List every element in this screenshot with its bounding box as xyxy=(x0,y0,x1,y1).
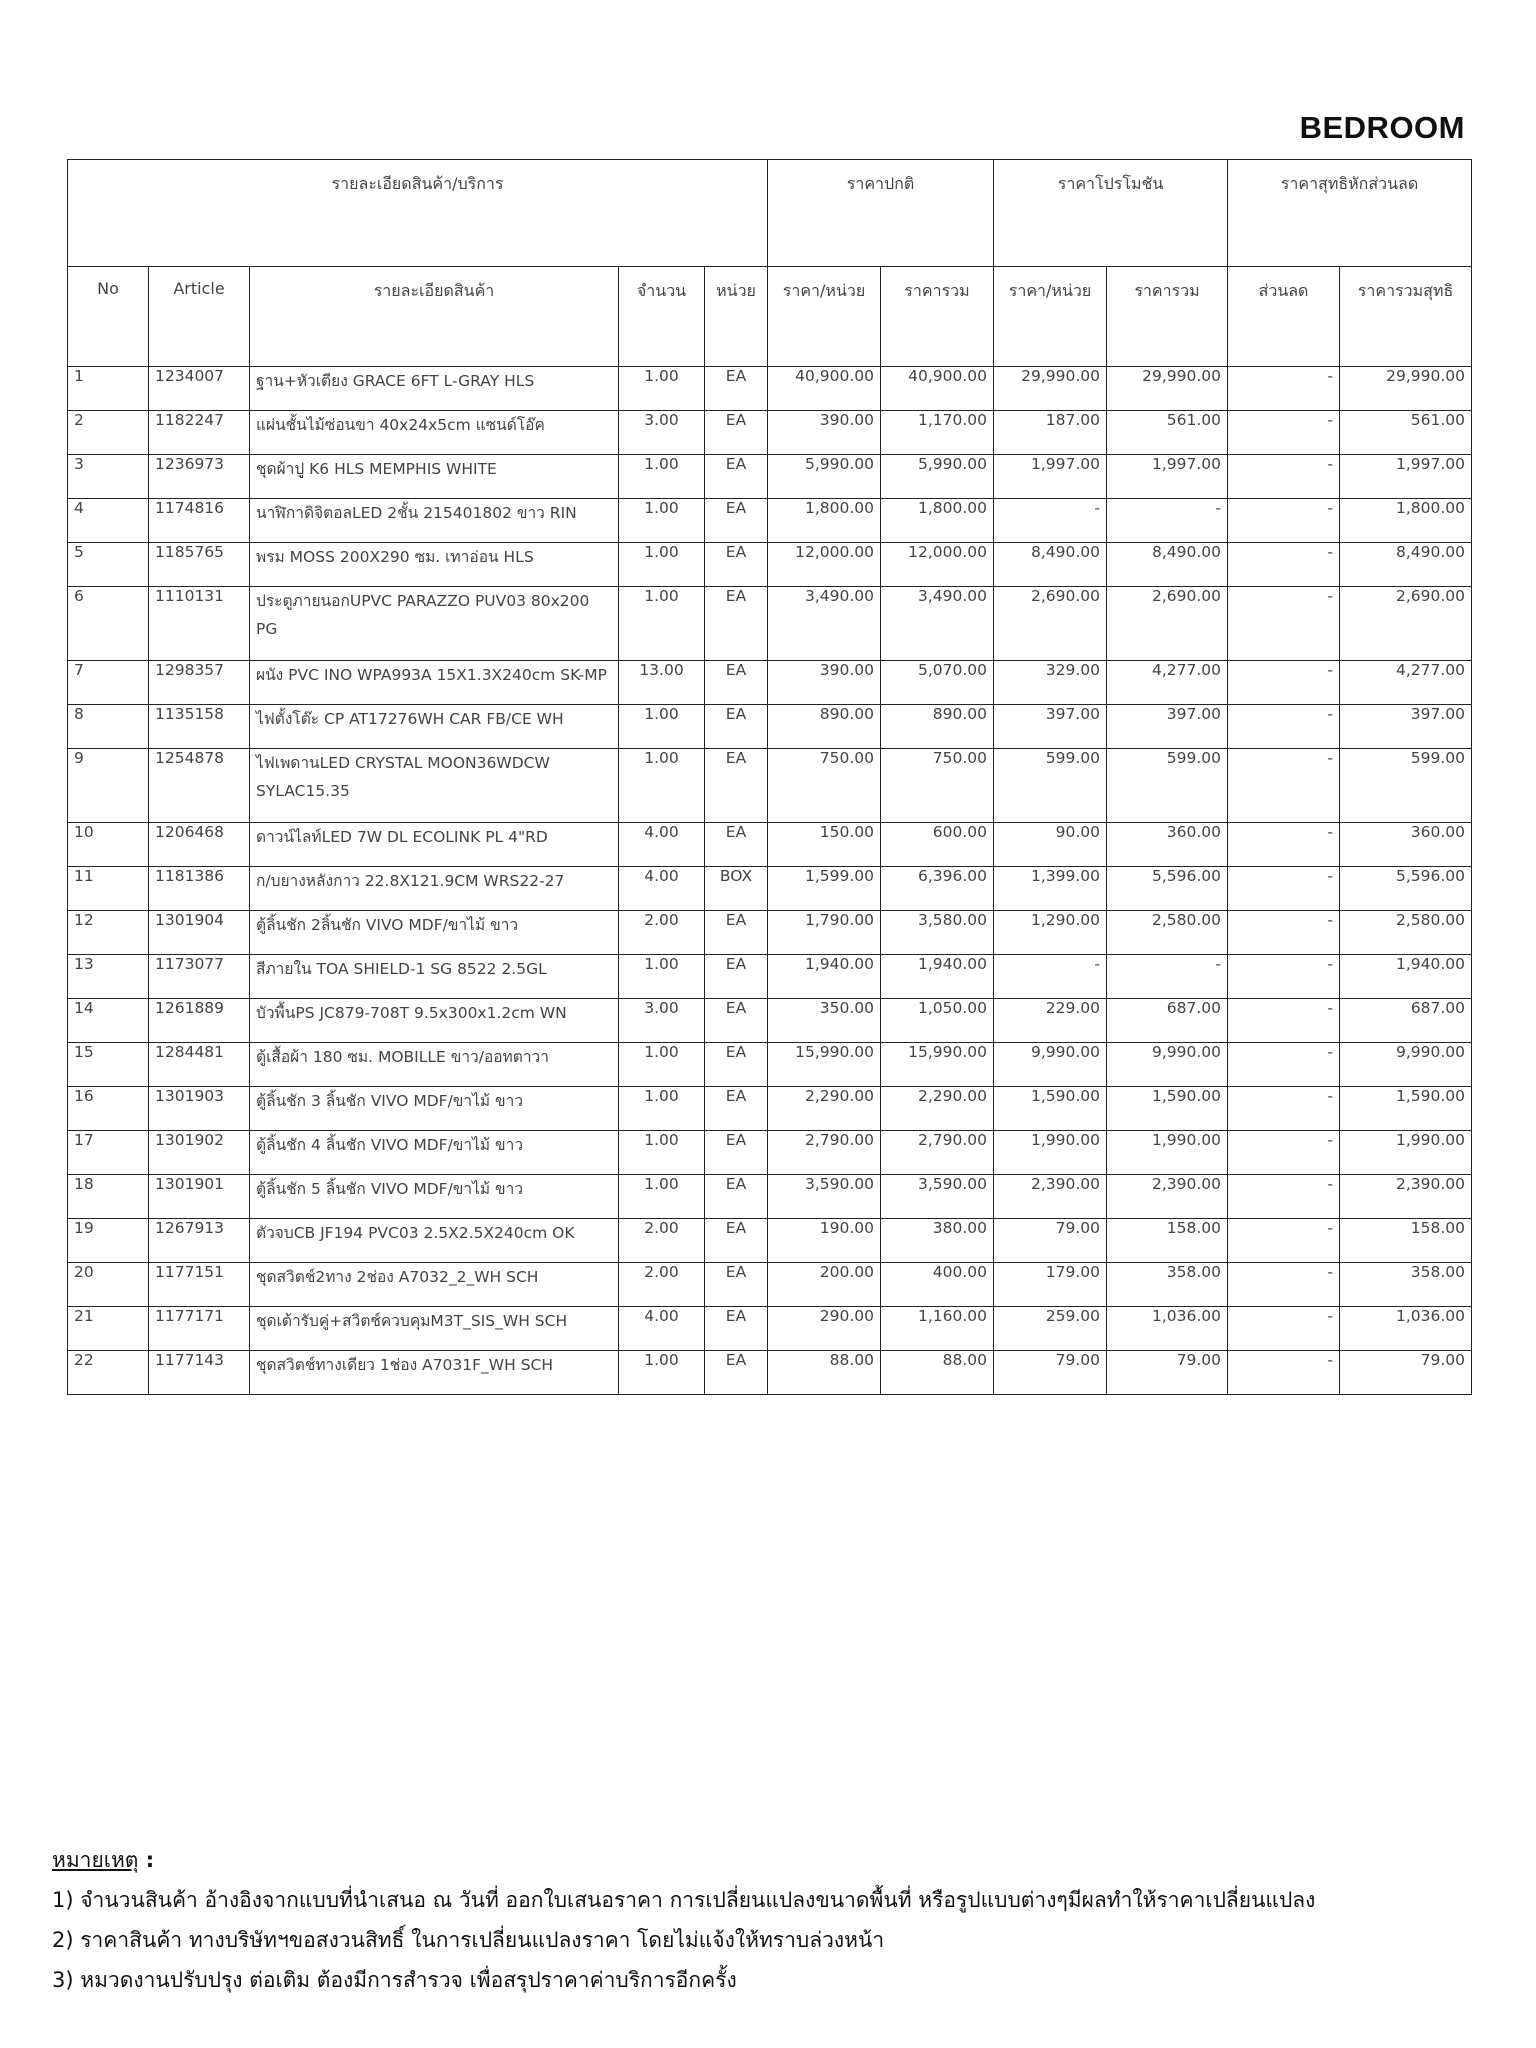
table-body xyxy=(68,367,1472,1395)
cell-article: 1177143 xyxy=(149,1351,250,1395)
cell-description: ก/บยางหลังกาว 22.8X121.9CM WRS22-27 xyxy=(250,867,619,911)
cell-article: 1174816 xyxy=(149,499,250,543)
cell-promo-total: 8,490.00 xyxy=(1107,543,1228,587)
cell-discount: - xyxy=(1228,1263,1340,1307)
cell-promo-unit-price: 79.00 xyxy=(994,1351,1107,1395)
table-row xyxy=(68,367,1472,411)
cell-no: 12 xyxy=(68,911,149,955)
cell-description: ชุดเต้ารับคู่+สวิตช์ควบคุมM3T_SIS_WH SCH xyxy=(250,1307,619,1351)
cell-net-total: 9,990.00 xyxy=(1340,1043,1472,1087)
cell-qty: 1.00 xyxy=(619,455,705,499)
cell-qty: 1.00 xyxy=(619,955,705,999)
cell-unit: EA xyxy=(705,911,768,955)
cell-discount: - xyxy=(1228,499,1340,543)
cell-promo-unit-price: 179.00 xyxy=(994,1263,1107,1307)
table-row xyxy=(68,1131,1472,1175)
cell-normal-unit-price: 290.00 xyxy=(768,1307,881,1351)
cell-article: 1236973 xyxy=(149,455,250,499)
cell-discount: - xyxy=(1228,1307,1340,1351)
cell-promo-total: 561.00 xyxy=(1107,411,1228,455)
cell-article: 1206468 xyxy=(149,823,250,867)
cell-no: 10 xyxy=(68,823,149,867)
cell-promo-total: 2,580.00 xyxy=(1107,911,1228,955)
cell-description: นาฬิกาดิจิตอลLED 2ชั้น 215401802 ขาว RIN xyxy=(250,499,619,543)
cell-net-total: 561.00 xyxy=(1340,411,1472,455)
cell-article: 1301901 xyxy=(149,1175,250,1219)
cell-promo-unit-price: 8,490.00 xyxy=(994,543,1107,587)
cell-normal-unit-price: 390.00 xyxy=(768,411,881,455)
cell-unit: EA xyxy=(705,1263,768,1307)
cell-description: ไฟตั้งโต๊ะ CP AT17276WH CAR FB/CE WH xyxy=(250,705,619,749)
cell-net-total: 397.00 xyxy=(1340,705,1472,749)
cell-normal-total: 40,900.00 xyxy=(881,367,994,411)
cell-discount: - xyxy=(1228,411,1340,455)
cell-discount: - xyxy=(1228,1131,1340,1175)
cell-promo-total: 1,036.00 xyxy=(1107,1307,1228,1351)
cell-qty: 4.00 xyxy=(619,823,705,867)
cell-normal-unit-price: 350.00 xyxy=(768,999,881,1043)
cell-promo-total: 9,990.00 xyxy=(1107,1043,1228,1087)
cell-no: 9 xyxy=(68,749,149,823)
cell-normal-total: 12,000.00 xyxy=(881,543,994,587)
cell-promo-total: 358.00 xyxy=(1107,1263,1228,1307)
cell-discount: - xyxy=(1228,455,1340,499)
cell-description: ตู้ลิ้นชัก 3 ลิ้นชัก VIVO MDF/ขาไม้ ขาว xyxy=(250,1087,619,1131)
col-header-promo-total: ราคารวม xyxy=(1107,267,1228,367)
table-row xyxy=(68,705,1472,749)
notes-heading xyxy=(52,1840,1315,1880)
cell-promo-unit-price: 187.00 xyxy=(994,411,1107,455)
cell-normal-total: 1,050.00 xyxy=(881,999,994,1043)
cell-qty: 2.00 xyxy=(619,1219,705,1263)
cell-no: 17 xyxy=(68,1131,149,1175)
cell-article: 1254878 xyxy=(149,749,250,823)
cell-normal-unit-price: 1,790.00 xyxy=(768,911,881,955)
cell-description: ฐาน+หัวเตียง GRACE 6FT L-GRAY HLS xyxy=(250,367,619,411)
cell-unit: EA xyxy=(705,1043,768,1087)
cell-normal-total: 890.00 xyxy=(881,705,994,749)
cell-promo-total: 1,590.00 xyxy=(1107,1087,1228,1131)
cell-article: 1267913 xyxy=(149,1219,250,1263)
cell-normal-total: 15,990.00 xyxy=(881,1043,994,1087)
table-row xyxy=(68,1307,1472,1351)
cell-promo-total: 29,990.00 xyxy=(1107,367,1228,411)
cell-unit: EA xyxy=(705,367,768,411)
column-header-row xyxy=(68,267,1472,367)
cell-description: สีภายใน TOA SHIELD-1 SG 8522 2.5GL xyxy=(250,955,619,999)
cell-net-total: 158.00 xyxy=(1340,1219,1472,1263)
cell-article: 1301903 xyxy=(149,1087,250,1131)
cell-promo-unit-price: 79.00 xyxy=(994,1219,1107,1263)
cell-promo-unit-price: 2,390.00 xyxy=(994,1175,1107,1219)
group-header-row xyxy=(68,160,1472,267)
cell-no: 5 xyxy=(68,543,149,587)
table-row xyxy=(68,1263,1472,1307)
col-header-unit: หน่วย xyxy=(705,267,768,367)
cell-description: ตู้เสื้อผ้า 180 ซม. MOBILLE ขาว/ออทตาวา xyxy=(250,1043,619,1087)
cell-unit: EA xyxy=(705,543,768,587)
cell-description: ตัวจบCB JF194 PVC03 2.5X2.5X240cm OK xyxy=(250,1219,619,1263)
notes-title-colon: : xyxy=(138,1848,155,1872)
notes xyxy=(52,1840,1315,2000)
cell-net-total: 360.00 xyxy=(1340,823,1472,867)
col-header-article: Article xyxy=(149,267,250,367)
group-header-net-price: ราคาสุทธิหักส่วนลด xyxy=(1228,160,1472,267)
cell-normal-total: 750.00 xyxy=(881,749,994,823)
cell-description: ชุดสวิตช์2ทาง 2ช่อง A7032_2_WH SCH xyxy=(250,1263,619,1307)
table-row xyxy=(68,1219,1472,1263)
cell-normal-unit-price: 190.00 xyxy=(768,1219,881,1263)
cell-unit: EA xyxy=(705,661,768,705)
cell-normal-unit-price: 200.00 xyxy=(768,1263,881,1307)
table-row xyxy=(68,955,1472,999)
cell-description: ประตูภายนอกUPVC PARAZZO PUV03 80x200 PG xyxy=(250,587,619,661)
cell-discount: - xyxy=(1228,1351,1340,1395)
cell-normal-total: 3,580.00 xyxy=(881,911,994,955)
cell-qty: 4.00 xyxy=(619,1307,705,1351)
cell-qty: 2.00 xyxy=(619,911,705,955)
cell-article: 1182247 xyxy=(149,411,250,455)
table-row xyxy=(68,411,1472,455)
cell-article: 1185765 xyxy=(149,543,250,587)
cell-normal-total: 1,940.00 xyxy=(881,955,994,999)
cell-promo-total: - xyxy=(1107,499,1228,543)
col-header-qty: จำนวน xyxy=(619,267,705,367)
cell-normal-unit-price: 1,800.00 xyxy=(768,499,881,543)
cell-article: 1298357 xyxy=(149,661,250,705)
cell-qty: 1.00 xyxy=(619,1043,705,1087)
cell-net-total: 1,036.00 xyxy=(1340,1307,1472,1351)
table-row xyxy=(68,455,1472,499)
cell-description: ดาวน์ไลท์LED 7W DL ECOLINK PL 4"RD xyxy=(250,823,619,867)
cell-unit: EA xyxy=(705,999,768,1043)
cell-unit: EA xyxy=(705,955,768,999)
cell-qty: 13.00 xyxy=(619,661,705,705)
cell-normal-unit-price: 3,490.00 xyxy=(768,587,881,661)
cell-no: 21 xyxy=(68,1307,149,1351)
cell-normal-total: 5,990.00 xyxy=(881,455,994,499)
cell-no: 4 xyxy=(68,499,149,543)
cell-description: บัวพื้นPS JC879-708T 9.5x300x1.2cm WN xyxy=(250,999,619,1043)
cell-article: 1110131 xyxy=(149,587,250,661)
cell-net-total: 1,997.00 xyxy=(1340,455,1472,499)
cell-promo-unit-price: - xyxy=(994,955,1107,999)
cell-net-total: 358.00 xyxy=(1340,1263,1472,1307)
cell-discount: - xyxy=(1228,543,1340,587)
cell-normal-unit-price: 150.00 xyxy=(768,823,881,867)
cell-description: ชุดสวิตช์ทางเดียว 1ช่อง A7031F_WH SCH xyxy=(250,1351,619,1395)
cell-net-total: 599.00 xyxy=(1340,749,1472,823)
cell-unit: EA xyxy=(705,455,768,499)
table-row xyxy=(68,1043,1472,1087)
cell-promo-total: 4,277.00 xyxy=(1107,661,1228,705)
cell-unit: EA xyxy=(705,587,768,661)
cell-net-total: 5,596.00 xyxy=(1340,867,1472,911)
cell-no: 6 xyxy=(68,587,149,661)
cell-promo-unit-price: 1,290.00 xyxy=(994,911,1107,955)
cell-qty: 3.00 xyxy=(619,999,705,1043)
cell-no: 13 xyxy=(68,955,149,999)
cell-discount: - xyxy=(1228,823,1340,867)
cell-normal-total: 2,290.00 xyxy=(881,1087,994,1131)
group-header-normal-price: ราคาปกติ xyxy=(768,160,994,267)
cell-net-total: 2,390.00 xyxy=(1340,1175,1472,1219)
cell-promo-unit-price: 599.00 xyxy=(994,749,1107,823)
cell-normal-unit-price: 88.00 xyxy=(768,1351,881,1395)
cell-promo-total: 2,690.00 xyxy=(1107,587,1228,661)
cell-promo-unit-price: 397.00 xyxy=(994,705,1107,749)
cell-article: 1301902 xyxy=(149,1131,250,1175)
notes-title: หมายเหตุ xyxy=(52,1848,139,1872)
cell-normal-total: 1,800.00 xyxy=(881,499,994,543)
cell-description: แผ่นชั้นไม้ซ่อนขา 40x24x5cm แซนด์โอ๊ค xyxy=(250,411,619,455)
cell-description: ตู้ลิ้นชัก 5 ลิ้นชัก VIVO MDF/ขาไม้ ขาว xyxy=(250,1175,619,1219)
cell-promo-total: 1,990.00 xyxy=(1107,1131,1228,1175)
cell-no: 20 xyxy=(68,1263,149,1307)
cell-promo-total: 2,390.00 xyxy=(1107,1175,1228,1219)
cell-net-total: 1,940.00 xyxy=(1340,955,1472,999)
cell-article: 1301904 xyxy=(149,911,250,955)
cell-discount: - xyxy=(1228,587,1340,661)
cell-qty: 1.00 xyxy=(619,1087,705,1131)
col-header-no: No xyxy=(68,267,149,367)
col-header-promo-unit-price: ราคา/หน่วย xyxy=(994,267,1107,367)
group-header-details: รายละเอียดสินค้า/บริการ xyxy=(68,160,768,267)
table-row xyxy=(68,1351,1472,1395)
cell-net-total: 2,690.00 xyxy=(1340,587,1472,661)
cell-promo-unit-price: 2,690.00 xyxy=(994,587,1107,661)
cell-qty: 2.00 xyxy=(619,1263,705,1307)
cell-normal-unit-price: 1,599.00 xyxy=(768,867,881,911)
cell-no: 3 xyxy=(68,455,149,499)
cell-unit: EA xyxy=(705,1219,768,1263)
cell-no: 18 xyxy=(68,1175,149,1219)
cell-qty: 1.00 xyxy=(619,1131,705,1175)
cell-qty: 1.00 xyxy=(619,749,705,823)
cell-promo-unit-price: 259.00 xyxy=(994,1307,1107,1351)
cell-no: 16 xyxy=(68,1087,149,1131)
cell-no: 11 xyxy=(68,867,149,911)
cell-net-total: 8,490.00 xyxy=(1340,543,1472,587)
table-row xyxy=(68,749,1472,823)
cell-promo-unit-price: 9,990.00 xyxy=(994,1043,1107,1087)
table-row xyxy=(68,587,1472,661)
cell-unit: EA xyxy=(705,1175,768,1219)
cell-discount: - xyxy=(1228,867,1340,911)
cell-normal-total: 6,396.00 xyxy=(881,867,994,911)
cell-unit: EA xyxy=(705,411,768,455)
cell-no: 19 xyxy=(68,1219,149,1263)
group-header-promo-price: ราคาโปรโมชัน xyxy=(994,160,1228,267)
table-row xyxy=(68,999,1472,1043)
table-row xyxy=(68,1175,1472,1219)
note-item: 2) ราคาสินค้า ทางบริษัทฯขอสงวนสิทธิ์ ในการเปลี่ยนแปลงราคา โดยไม่แจ้งให้ทราบล่วงหน้า xyxy=(52,1928,885,1952)
cell-description: ตู้ลิ้นชัก 4 ลิ้นชัก VIVO MDF/ขาไม้ ขาว xyxy=(250,1131,619,1175)
cell-net-total: 687.00 xyxy=(1340,999,1472,1043)
cell-article: 1181386 xyxy=(149,867,250,911)
col-header-normal-unit-price: ราคา/หน่วย xyxy=(768,267,881,367)
cell-promo-total: 5,596.00 xyxy=(1107,867,1228,911)
cell-description: ตู้ลิ้นชัก 2ลิ้นชัก VIVO MDF/ขาไม้ ขาว xyxy=(250,911,619,955)
cell-net-total: 79.00 xyxy=(1340,1351,1472,1395)
cell-promo-unit-price: 229.00 xyxy=(994,999,1107,1043)
cell-promo-total: 79.00 xyxy=(1107,1351,1228,1395)
cell-promo-unit-price: 29,990.00 xyxy=(994,367,1107,411)
cell-unit: EA xyxy=(705,1087,768,1131)
table-row xyxy=(68,1087,1472,1131)
col-header-discount: ส่วนลด xyxy=(1228,267,1340,367)
cell-normal-unit-price: 3,590.00 xyxy=(768,1175,881,1219)
col-header-net-total: ราคารวมสุทธิ xyxy=(1340,267,1472,367)
cell-normal-total: 600.00 xyxy=(881,823,994,867)
cell-qty: 1.00 xyxy=(619,1351,705,1395)
cell-net-total: 2,580.00 xyxy=(1340,911,1472,955)
cell-promo-unit-price: 329.00 xyxy=(994,661,1107,705)
cell-article: 1177151 xyxy=(149,1263,250,1307)
cell-discount: - xyxy=(1228,661,1340,705)
cell-normal-total: 3,490.00 xyxy=(881,587,994,661)
cell-qty: 1.00 xyxy=(619,543,705,587)
table-row xyxy=(68,911,1472,955)
col-header-normal-total: ราคารวม xyxy=(881,267,994,367)
cell-normal-total: 2,790.00 xyxy=(881,1131,994,1175)
cell-normal-unit-price: 2,290.00 xyxy=(768,1087,881,1131)
cell-no: 15 xyxy=(68,1043,149,1087)
cell-discount: - xyxy=(1228,955,1340,999)
cell-normal-total: 1,160.00 xyxy=(881,1307,994,1351)
cell-promo-total: 1,997.00 xyxy=(1107,455,1228,499)
cell-no: 14 xyxy=(68,999,149,1043)
col-header-description: รายละเอียดสินค้า xyxy=(250,267,619,367)
cell-qty: 1.00 xyxy=(619,587,705,661)
note-item: 1) จำนวนสินค้า อ้างอิงจากแบบที่นำเสนอ ณ วันที่ ออกใบเสนอราคา การเปลี่ยนแปลงขนาดพื้นที่ หรือรูปแบบต่างๆมีผลทำให้ราคาเปลี่ยนแปลง xyxy=(52,1888,1316,1912)
cell-unit: EA xyxy=(705,823,768,867)
page-title: BEDROOM xyxy=(1299,110,1465,145)
cell-article: 1284481 xyxy=(149,1043,250,1087)
cell-normal-total: 1,170.00 xyxy=(881,411,994,455)
table-row xyxy=(68,661,1472,705)
cell-no: 2 xyxy=(68,411,149,455)
cell-unit: EA xyxy=(705,749,768,823)
cell-unit: BOX xyxy=(705,867,768,911)
cell-discount: - xyxy=(1228,705,1340,749)
cell-promo-total: 599.00 xyxy=(1107,749,1228,823)
cell-description: ชุดผ้าปู K6 HLS MEMPHIS WHITE xyxy=(250,455,619,499)
cell-normal-total: 5,070.00 xyxy=(881,661,994,705)
cell-description: ผนัง PVC INO WPA993A 15X1.3X240cm SK-MP xyxy=(250,661,619,705)
cell-unit: EA xyxy=(705,1307,768,1351)
cell-promo-total: - xyxy=(1107,955,1228,999)
note-item: 3) หมวดงานปรับปรุง ต่อเติม ต้องมีการสำรวจ เพื่อสรุปราคาค่าบริการอีกครั้ง xyxy=(52,1968,737,1992)
cell-discount: - xyxy=(1228,911,1340,955)
cell-no: 7 xyxy=(68,661,149,705)
cell-normal-unit-price: 40,900.00 xyxy=(768,367,881,411)
cell-promo-total: 687.00 xyxy=(1107,999,1228,1043)
cell-discount: - xyxy=(1228,1175,1340,1219)
cell-normal-unit-price: 890.00 xyxy=(768,705,881,749)
cell-normal-unit-price: 750.00 xyxy=(768,749,881,823)
cell-normal-total: 380.00 xyxy=(881,1219,994,1263)
cell-net-total: 1,800.00 xyxy=(1340,499,1472,543)
cell-normal-total: 88.00 xyxy=(881,1351,994,1395)
cell-normal-unit-price: 5,990.00 xyxy=(768,455,881,499)
cell-article: 1234007 xyxy=(149,367,250,411)
cell-promo-unit-price: - xyxy=(994,499,1107,543)
table-row xyxy=(68,823,1472,867)
cell-unit: EA xyxy=(705,1131,768,1175)
cell-discount: - xyxy=(1228,367,1340,411)
cell-qty: 1.00 xyxy=(619,499,705,543)
cell-normal-unit-price: 1,940.00 xyxy=(768,955,881,999)
cell-normal-unit-price: 15,990.00 xyxy=(768,1043,881,1087)
cell-promo-total: 158.00 xyxy=(1107,1219,1228,1263)
cell-qty: 1.00 xyxy=(619,705,705,749)
cell-discount: - xyxy=(1228,1219,1340,1263)
cell-unit: EA xyxy=(705,705,768,749)
cell-net-total: 1,590.00 xyxy=(1340,1087,1472,1131)
cell-promo-unit-price: 1,990.00 xyxy=(994,1131,1107,1175)
cell-article: 1177171 xyxy=(149,1307,250,1351)
cell-no: 1 xyxy=(68,367,149,411)
cell-no: 22 xyxy=(68,1351,149,1395)
cell-net-total: 1,990.00 xyxy=(1340,1131,1472,1175)
cell-discount: - xyxy=(1228,1087,1340,1131)
cell-discount: - xyxy=(1228,749,1340,823)
cell-unit: EA xyxy=(705,499,768,543)
cell-description: พรม MOSS 200X290 ซม. เทาอ่อน HLS xyxy=(250,543,619,587)
cell-normal-total: 3,590.00 xyxy=(881,1175,994,1219)
cell-normal-unit-price: 12,000.00 xyxy=(768,543,881,587)
cell-net-total: 4,277.00 xyxy=(1340,661,1472,705)
table-row xyxy=(68,499,1472,543)
cell-promo-total: 397.00 xyxy=(1107,705,1228,749)
cell-normal-unit-price: 2,790.00 xyxy=(768,1131,881,1175)
cell-qty: 1.00 xyxy=(619,367,705,411)
cell-description: ไฟเพดานLED CRYSTAL MOON36WDCW SYLAC15.35 xyxy=(250,749,619,823)
cell-unit: EA xyxy=(705,1351,768,1395)
cell-discount: - xyxy=(1228,1043,1340,1087)
cell-article: 1173077 xyxy=(149,955,250,999)
cell-article: 1135158 xyxy=(149,705,250,749)
cell-normal-unit-price: 390.00 xyxy=(768,661,881,705)
table-row xyxy=(68,543,1472,587)
quotation-table xyxy=(67,159,1472,1395)
cell-normal-total: 400.00 xyxy=(881,1263,994,1307)
cell-article: 1261889 xyxy=(149,999,250,1043)
cell-promo-unit-price: 1,590.00 xyxy=(994,1087,1107,1131)
cell-promo-unit-price: 1,399.00 xyxy=(994,867,1107,911)
cell-promo-unit-price: 1,997.00 xyxy=(994,455,1107,499)
cell-discount: - xyxy=(1228,999,1340,1043)
cell-net-total: 29,990.00 xyxy=(1340,367,1472,411)
table-row xyxy=(68,867,1472,911)
cell-promo-total: 360.00 xyxy=(1107,823,1228,867)
cell-qty: 3.00 xyxy=(619,411,705,455)
cell-qty: 4.00 xyxy=(619,867,705,911)
cell-qty: 1.00 xyxy=(619,1175,705,1219)
cell-no: 8 xyxy=(68,705,149,749)
cell-promo-unit-price: 90.00 xyxy=(994,823,1107,867)
